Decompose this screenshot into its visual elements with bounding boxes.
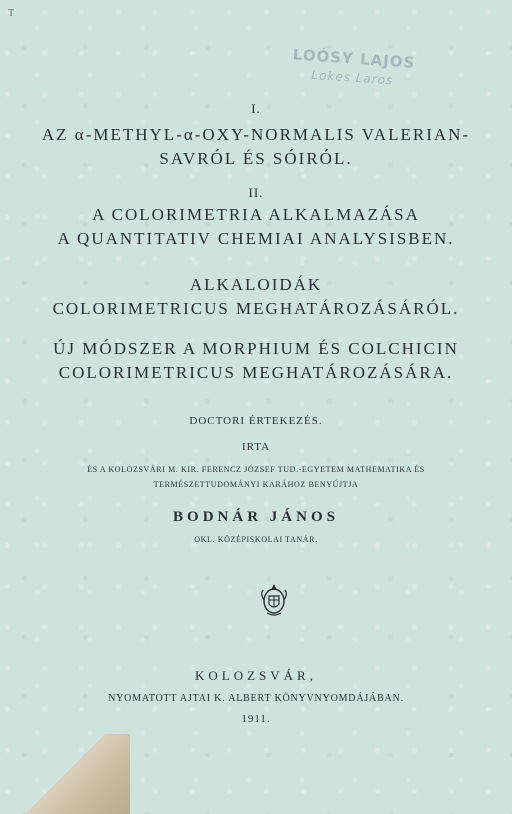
document-type: DOCTORI ÉRTEKEZÉS. bbox=[189, 415, 323, 427]
owner-stamp-name: LOÓSY LAJOS bbox=[292, 45, 416, 72]
section-1-title-line: SAVRÓL ÉS SÓIRÓL. bbox=[159, 149, 353, 168]
publication-place: KOLOZSVÁR, bbox=[195, 668, 317, 683]
submission-line: ÉS A KOLOZSVÁRI M. KIR. FERENCZ JÓZSEF TUD.-EGYETEM MATHEMATIKA ÉS bbox=[87, 465, 425, 474]
section-1-title bbox=[0, 123, 512, 171]
section-2-numeral: II. bbox=[248, 185, 264, 200]
printer-line: NYOMATOTT AJTAI K. ALBERT KÖNYVNYOMDÁJÁBAN. bbox=[108, 693, 404, 704]
submission-text bbox=[0, 462, 512, 492]
section-3-title-line: COLORIMETRICUS MEGHATÁROZÁSÁRÓL. bbox=[52, 299, 460, 318]
printer-crest-icon bbox=[257, 580, 291, 620]
section-2-title bbox=[0, 203, 512, 251]
section-2-title-line: A QUANTITATIV CHEMIAI ANALYSISBEN. bbox=[57, 229, 455, 248]
submission-line: TERMÉSZETTUDOMÁNYI KARÁHOZ BENYÚJTJA bbox=[153, 480, 359, 489]
section-2-title-line: A COLORIMETRIA ALKALMAZÁSA bbox=[92, 205, 420, 224]
section-1-title-line: AZ α-METHYL-α-OXY-NORMALIS VALERIAN- bbox=[41, 125, 471, 144]
author-title: OKL. KÖZÉPISKOLAI TANÁR. bbox=[194, 535, 318, 544]
section-1-numeral: I. bbox=[251, 101, 261, 116]
section-4-title bbox=[0, 337, 512, 385]
section-3-title-line: ALKALOIDÁK bbox=[189, 275, 323, 294]
section-4-title-line: ÚJ MÓDSZER A MORPHIUM ÉS COLCHICIN bbox=[53, 339, 459, 358]
publication-year: 1911. bbox=[241, 713, 271, 725]
section-4-title-line: COLORIMETRICUS MEGHATÁROZÁSÁRA. bbox=[58, 363, 454, 382]
irta-label: IRTA bbox=[241, 441, 271, 453]
author-name: BODNÁR JÁNOS bbox=[173, 509, 339, 525]
owner-stamp-signature: Lokes Laros bbox=[310, 67, 394, 88]
owner-stamp bbox=[291, 45, 483, 93]
corner-stain bbox=[0, 734, 130, 814]
section-3-title bbox=[0, 273, 512, 321]
corner-mark: T bbox=[8, 8, 15, 19]
